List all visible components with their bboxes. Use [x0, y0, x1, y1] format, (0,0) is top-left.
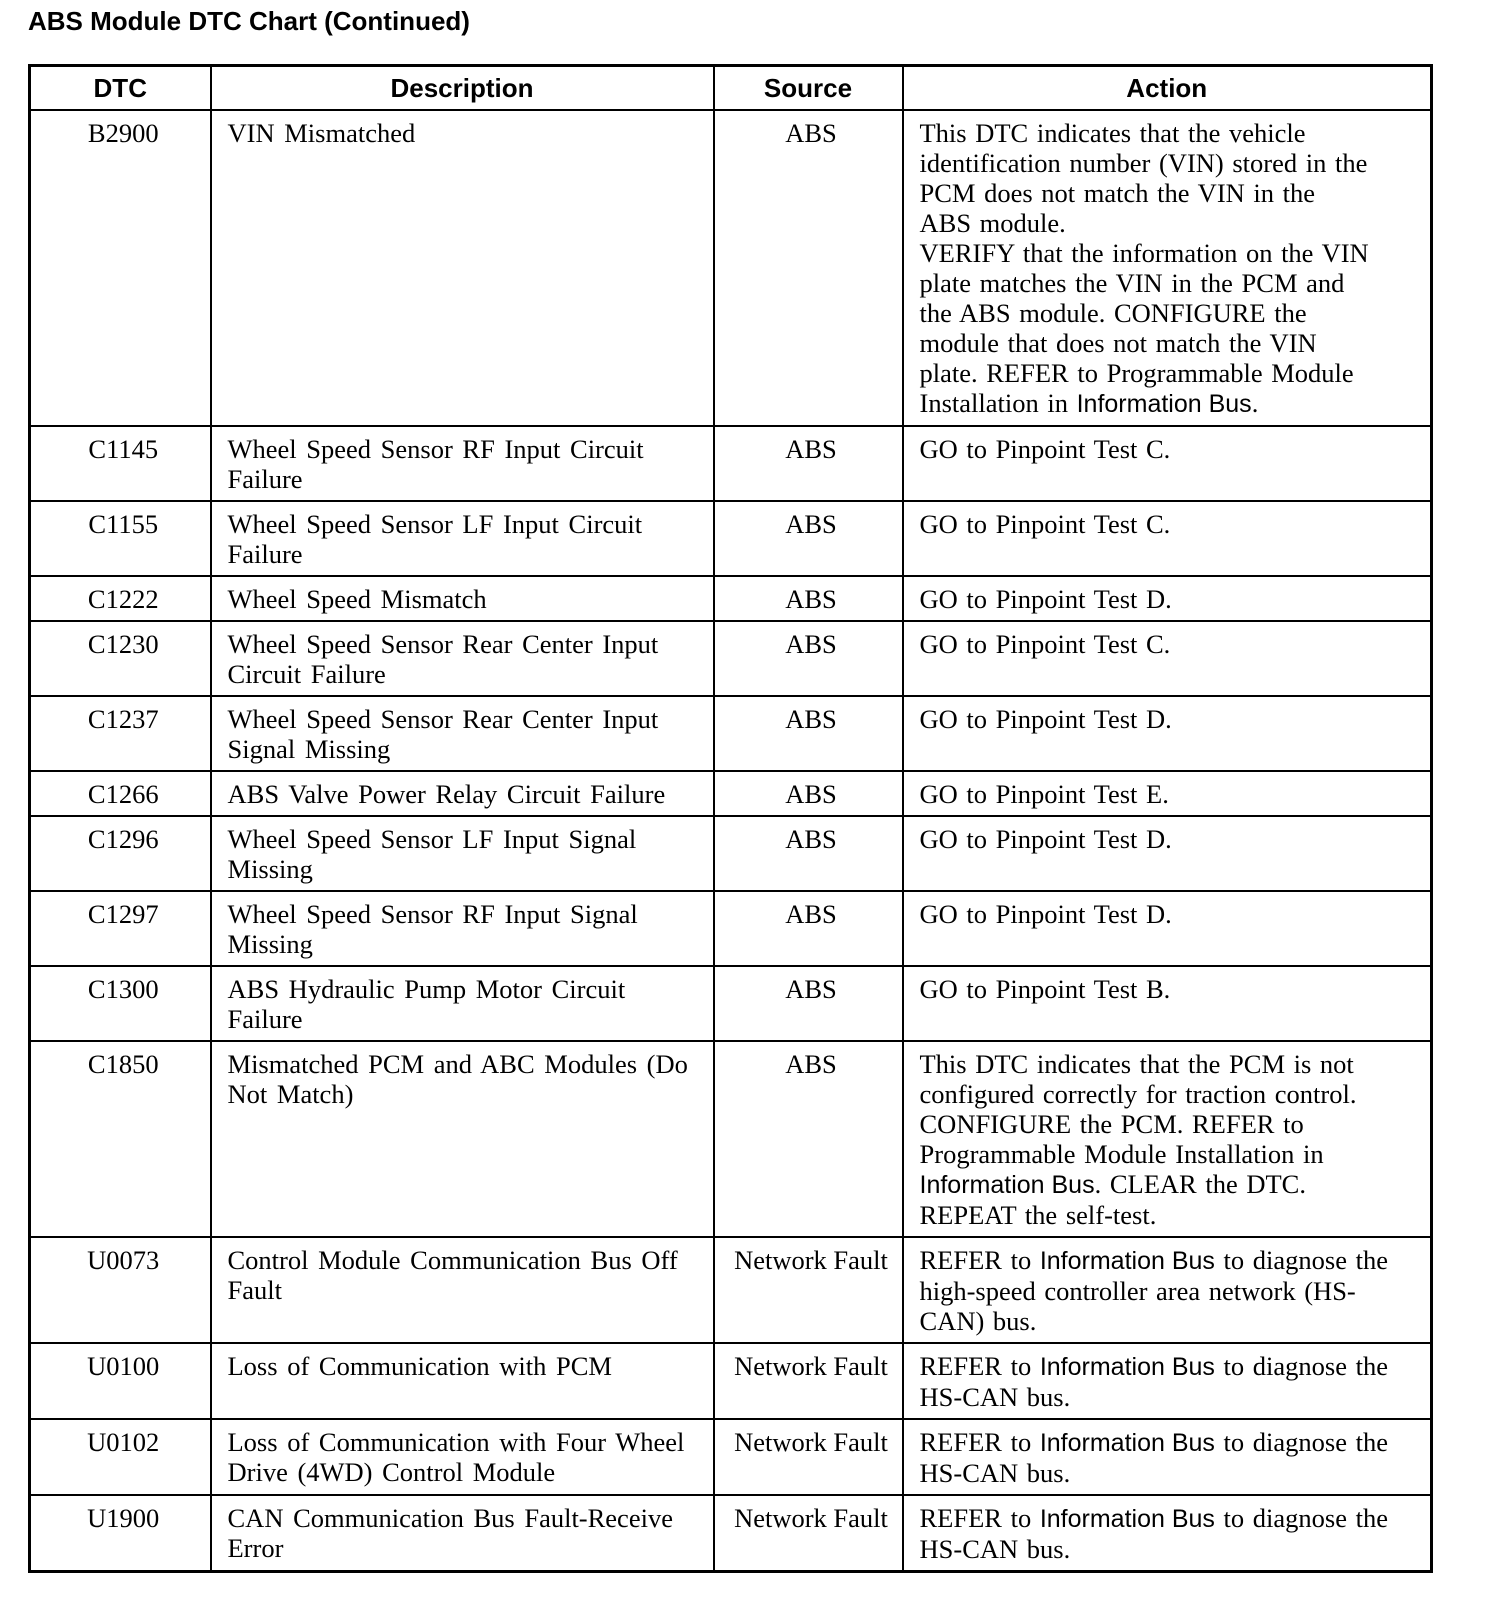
- dtc-code: C1300: [30, 966, 211, 1041]
- dtc-description: Loss of Communication with Four Wheel Drive (4WD) Control Module: [211, 1419, 714, 1495]
- dtc-source: ABS: [714, 696, 903, 771]
- dtc-action: GO to Pinpoint Test E.: [903, 771, 1432, 816]
- action-text: REFER to: [919, 1503, 1040, 1533]
- table-row: [30, 1237, 1432, 1343]
- table-row: [30, 1343, 1432, 1419]
- information-bus-reference: Information Bus: [919, 1171, 1095, 1199]
- table-row: [30, 576, 1432, 621]
- dtc-source: Network Fault: [714, 1495, 903, 1572]
- dtc-action: GO to Pinpoint Test D.: [903, 696, 1432, 771]
- dtc-description: Loss of Communication with PCM: [211, 1343, 714, 1419]
- action-text: .: [1251, 388, 1259, 418]
- table-row: [30, 426, 1432, 501]
- dtc-source: ABS: [714, 816, 903, 891]
- dtc-code: C1237: [30, 696, 211, 771]
- dtc-description: Wheel Speed Sensor LF Input Circuit Failure: [211, 501, 714, 576]
- table-row: [30, 110, 1432, 426]
- dtc-code: U1900: [30, 1495, 211, 1572]
- dtc-source: ABS: [714, 771, 903, 816]
- dtc-code: B2900: [30, 110, 211, 426]
- dtc-source: ABS: [714, 891, 903, 966]
- information-bus-reference: Information Bus: [1039, 1247, 1215, 1275]
- dtc-source: ABS: [714, 501, 903, 576]
- action-line: [920, 388, 1421, 419]
- table-row: [30, 1495, 1432, 1572]
- table-row: [30, 696, 1432, 771]
- dtc-action: [903, 1237, 1432, 1343]
- dtc-action: GO to Pinpoint Test C.: [903, 501, 1432, 576]
- action-line: REPEAT the self-test.: [919, 1200, 1157, 1230]
- action-line: plate matches the VIN in the PCM and: [919, 268, 1345, 298]
- dtc-description: CAN Communication Bus Fault-Receive Error: [211, 1495, 714, 1572]
- dtc-action: [903, 1343, 1432, 1419]
- dtc-source: Network Fault: [714, 1237, 903, 1343]
- header-action: Action: [903, 66, 1432, 111]
- action-line: CONFIGURE the PCM. REFER to: [919, 1109, 1304, 1139]
- table-row: [30, 621, 1432, 696]
- header-dtc: DTC: [30, 66, 211, 111]
- dtc-description: Wheel Speed Sensor LF Input Signal Missing: [211, 816, 714, 891]
- table-body: [30, 110, 1432, 1572]
- dtc-action: [903, 110, 1432, 426]
- information-bus-reference: Information Bus: [1039, 1429, 1215, 1457]
- action-line: identification number (VIN) stored in the: [919, 148, 1368, 178]
- dtc-code: C1266: [30, 771, 211, 816]
- dtc-source: ABS: [714, 1041, 903, 1237]
- dtc-action: [903, 1041, 1432, 1237]
- dtc-code: C1145: [30, 426, 211, 501]
- dtc-action: GO to Pinpoint Test C.: [903, 426, 1432, 501]
- table-row: [30, 1419, 1432, 1495]
- table-row: [30, 501, 1432, 576]
- action-text: to diagnose the HS-CAN bus.: [919, 1427, 1388, 1488]
- dtc-code: C1230: [30, 621, 211, 696]
- action-text: REFER to: [919, 1427, 1040, 1457]
- action-line: VERIFY that the information on the VIN: [919, 238, 1369, 268]
- action-line: configured correctly for traction control.: [919, 1079, 1357, 1109]
- dtc-description: Wheel Speed Sensor RF Input Signal Missing: [211, 891, 714, 966]
- dtc-code: U0100: [30, 1343, 211, 1419]
- action-text: REFER to: [919, 1351, 1040, 1381]
- dtc-code: C1222: [30, 576, 211, 621]
- dtc-description: Control Module Communication Bus Off Fault: [211, 1237, 714, 1343]
- action-text: to diagnose the high-speed controller area network (HS-CAN) bus.: [919, 1245, 1388, 1336]
- dtc-code: U0073: [30, 1237, 211, 1343]
- dtc-source: ABS: [714, 966, 903, 1041]
- header-source: Source: [714, 66, 903, 111]
- action-text: to diagnose the HS-CAN bus.: [919, 1503, 1388, 1564]
- dtc-action: GO to Pinpoint Test B.: [903, 966, 1432, 1041]
- dtc-description: Wheel Speed Mismatch: [211, 576, 714, 621]
- dtc-code: C1155: [30, 501, 211, 576]
- information-bus-reference: Information Bus: [1076, 390, 1252, 418]
- header-description: Description: [211, 66, 714, 111]
- dtc-action: GO to Pinpoint Test D.: [903, 816, 1432, 891]
- action-line: ABS module.: [919, 208, 1066, 238]
- dtc-code: U0102: [30, 1419, 211, 1495]
- dtc-source: ABS: [714, 576, 903, 621]
- dtc-action: [903, 1419, 1432, 1495]
- table-row: [30, 1041, 1432, 1237]
- action-text: Installation in: [919, 388, 1077, 418]
- dtc-table: [28, 64, 1433, 1573]
- table-row: [30, 966, 1432, 1041]
- information-bus-reference: Information Bus: [1039, 1353, 1215, 1381]
- dtc-code: C1850: [30, 1041, 211, 1237]
- dtc-action: [903, 1495, 1432, 1572]
- dtc-action: GO to Pinpoint Test D.: [903, 576, 1432, 621]
- action-text: REFER to: [919, 1245, 1040, 1275]
- table-row: [30, 816, 1432, 891]
- action-line: This DTC indicates that the vehicle: [919, 118, 1306, 148]
- action-line: Programmable Module Installation in: [919, 1139, 1324, 1169]
- action-text: . CLEAR the DTC.: [1094, 1169, 1306, 1199]
- action-line: the ABS module. CONFIGURE the: [919, 298, 1307, 328]
- action-line: [920, 1169, 1421, 1200]
- dtc-source: ABS: [714, 621, 903, 696]
- action-line: PCM does not match the VIN in the: [919, 178, 1316, 208]
- table-header: [30, 66, 1432, 111]
- dtc-source: Network Fault: [714, 1343, 903, 1419]
- dtc-description: VIN Mismatched: [211, 110, 714, 426]
- dtc-source: Network Fault: [714, 1419, 903, 1495]
- page-title: ABS Module DTC Chart (Continued): [28, 6, 470, 36]
- dtc-description: Wheel Speed Sensor Rear Center Input Signal Missing: [211, 696, 714, 771]
- dtc-description: ABS Valve Power Relay Circuit Failure: [211, 771, 714, 816]
- action-text: to diagnose the HS-CAN bus.: [919, 1351, 1388, 1412]
- action-line: This DTC indicates that the PCM is not: [919, 1049, 1354, 1079]
- dtc-description: Mismatched PCM and ABC Modules (Do Not Match): [211, 1041, 714, 1237]
- dtc-description: Wheel Speed Sensor Rear Center Input Circuit Failure: [211, 621, 714, 696]
- dtc-code: C1297: [30, 891, 211, 966]
- action-line: plate. REFER to Programmable Module: [919, 358, 1354, 388]
- dtc-code: C1296: [30, 816, 211, 891]
- dtc-action: GO to Pinpoint Test C.: [903, 621, 1432, 696]
- dtc-source: ABS: [714, 110, 903, 426]
- table-row: [30, 891, 1432, 966]
- dtc-action: GO to Pinpoint Test D.: [903, 891, 1432, 966]
- action-line: module that does not match the VIN: [919, 328, 1317, 358]
- table-row: [30, 771, 1432, 816]
- dtc-description: Wheel Speed Sensor RF Input Circuit Failure: [211, 426, 714, 501]
- dtc-description: ABS Hydraulic Pump Motor Circuit Failure: [211, 966, 714, 1041]
- header-row: [30, 66, 1432, 111]
- dtc-source: ABS: [714, 426, 903, 501]
- information-bus-reference: Information Bus: [1039, 1505, 1215, 1533]
